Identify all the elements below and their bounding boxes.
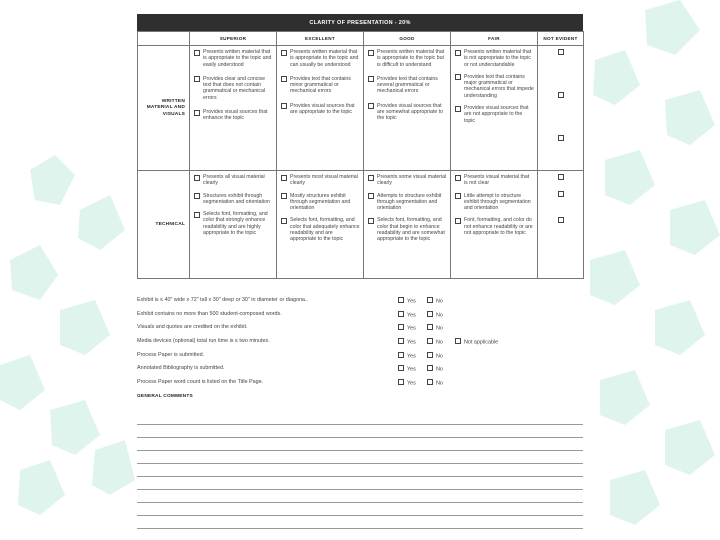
checkbox[interactable] — [281, 193, 287, 199]
yes-checkbox[interactable] — [398, 324, 404, 330]
checkbox[interactable] — [455, 74, 461, 80]
comment-lines[interactable] — [137, 412, 583, 529]
checkbox[interactable] — [194, 175, 200, 181]
checklist-row — [137, 337, 583, 351]
no-checkbox[interactable] — [427, 365, 433, 371]
criterion-item[interactable]: Little attempt to structure exhibit through segmentation and orientation — [455, 193, 534, 212]
general-comments-heading: GENERAL COMMENTS — [137, 394, 193, 399]
criterion-item[interactable]: Provides visual sources that enhance the topic — [194, 109, 273, 122]
checkbox[interactable] — [194, 50, 200, 56]
comment-line[interactable] — [137, 516, 583, 529]
comment-line[interactable] — [137, 438, 583, 451]
yes-option[interactable]: Yes — [398, 379, 416, 388]
checkbox[interactable] — [368, 76, 374, 82]
yes-checkbox[interactable] — [398, 379, 404, 385]
column-header-blank — [138, 32, 190, 46]
background-leaf-pattern-left — [0, 150, 135, 540]
checkbox[interactable] — [558, 217, 564, 223]
checklist-row — [137, 310, 583, 324]
cell-technical-superior — [190, 171, 277, 279]
criterion-item[interactable]: Presents some visual material clearly — [368, 174, 447, 187]
no-checkbox[interactable] — [427, 311, 433, 317]
row-label-written-material: WRITTEN MATERIAL AND VISUALS — [138, 46, 190, 171]
yes-option[interactable]: Yes — [398, 297, 416, 306]
column-header-good: GOOD — [364, 32, 451, 46]
criterion-item[interactable]: Provides text that contains several grammatical or mechanical errors — [368, 76, 447, 95]
checklist-text: Visuals and quotes are credited on the exhibit. — [137, 324, 248, 331]
checkbox[interactable] — [455, 175, 461, 181]
cell-written-superior — [190, 46, 277, 171]
cell-technical-good — [364, 171, 451, 279]
no-option[interactable]: No — [427, 324, 443, 333]
checklist-row — [137, 378, 583, 392]
checkbox[interactable] — [281, 50, 287, 56]
cell-technical-fair — [451, 171, 538, 279]
no-option[interactable]: No — [427, 352, 443, 361]
criterion-item[interactable]: Presents visual material that is not clear — [455, 174, 534, 187]
checkbox[interactable] — [368, 50, 374, 56]
yes-option[interactable]: Yes — [398, 352, 416, 361]
cell-written-good — [364, 46, 451, 171]
criterion-item[interactable]: Provides visual sources that are appropriate to the topic — [281, 103, 360, 116]
criterion-item[interactable]: Presents written material that is appropriate to the topic but is difficult to understand — [368, 49, 447, 68]
no-checkbox[interactable] — [427, 352, 433, 358]
checkbox[interactable] — [368, 218, 374, 224]
checkbox[interactable] — [455, 218, 461, 224]
cell-written-not-evident — [538, 46, 584, 171]
checklist-row — [137, 296, 583, 310]
rubric-row-technical — [138, 171, 584, 279]
comment-line[interactable] — [137, 503, 583, 516]
rubric-row-written-material — [138, 46, 584, 171]
criterion-item[interactable]: Selects font, formatting, and color that begin to enhance readability and are somewhat appropriate to the topic — [368, 217, 447, 242]
no-option[interactable]: No — [427, 379, 443, 388]
criterion-item[interactable]: Provides visual sources that are somewhat appropriate to the topic — [368, 103, 447, 122]
background-leaf-pattern-right — [585, 0, 720, 540]
checklist-row — [137, 323, 583, 337]
criterion-item[interactable]: Provides text that contains minor grammatical or mechanical errors — [281, 76, 360, 95]
checklist-row — [137, 351, 583, 365]
checkbox[interactable] — [368, 103, 374, 109]
column-header-not-evident: NOT EVIDENT — [538, 32, 584, 46]
no-option[interactable]: No — [427, 365, 443, 374]
yes-option[interactable]: Yes — [398, 324, 416, 333]
checkbox[interactable] — [281, 175, 287, 181]
criterion-item[interactable]: Provides clear and concise text that does not contain grammatical or mechanical errors — [194, 76, 273, 101]
cell-technical-not-evident — [538, 171, 584, 279]
cell-technical-excellent — [277, 171, 364, 279]
cell-written-excellent — [277, 46, 364, 171]
yes-checkbox[interactable] — [398, 338, 404, 344]
criterion-item[interactable]: Presents written material that is appropriate to the topic and can usually be understood — [281, 49, 360, 68]
checklist-text: Process Paper word count is listed on the Title Page. — [137, 379, 264, 386]
requirements-checklist — [137, 296, 583, 392]
no-checkbox[interactable] — [427, 324, 433, 330]
checkbox[interactable] — [368, 175, 374, 181]
checklist-row — [137, 364, 583, 378]
comment-line[interactable] — [137, 464, 583, 477]
checkbox[interactable] — [194, 212, 200, 218]
comment-line[interactable] — [137, 451, 583, 464]
no-checkbox[interactable] — [427, 379, 433, 385]
checkbox[interactable] — [558, 135, 564, 141]
comment-line[interactable] — [137, 477, 583, 490]
checkbox[interactable] — [368, 193, 374, 199]
checkbox[interactable] — [455, 50, 461, 56]
no-checkbox[interactable] — [427, 338, 433, 344]
yes-checkbox[interactable] — [398, 352, 404, 358]
criterion-item[interactable]: Attempts to structure exhibit through segmentation and orientation — [368, 193, 447, 212]
yes-option[interactable]: Yes — [398, 338, 416, 347]
column-header-fair: FAIR — [451, 32, 538, 46]
not-applicable-option[interactable]: Not applicable — [455, 338, 498, 347]
yes-option[interactable]: Yes — [398, 311, 416, 320]
rubric-table — [137, 31, 584, 279]
checkbox[interactable] — [281, 76, 287, 82]
no-option[interactable]: No — [427, 338, 443, 347]
rubric-header-row — [138, 32, 584, 46]
checkbox[interactable] — [281, 218, 287, 224]
checklist-text: Process Paper is submitted. — [137, 351, 205, 358]
criterion-item[interactable]: Structures exhibit through segmentation and orientation — [194, 193, 273, 206]
checklist-text: Media devices (optional) total run time is ≤ two minutes. — [137, 338, 270, 345]
section-title-bar — [137, 14, 583, 31]
no-option[interactable]: No — [427, 297, 443, 306]
yes-option[interactable]: Yes — [398, 365, 416, 374]
criterion-item[interactable]: Presents most visual material clearly — [281, 174, 360, 187]
criterion-item[interactable]: Mostly structures exhibit through segmentation and orientation — [281, 193, 360, 212]
criterion-item[interactable]: Selects font, formatting, and color that adequately enhance readability and are appropriate to the topic — [281, 217, 360, 242]
comment-line[interactable] — [137, 490, 583, 503]
column-header-excellent: EXCELLENT — [277, 32, 364, 46]
comment-line[interactable] — [137, 412, 583, 425]
checkbox[interactable] — [455, 193, 461, 199]
criterion-item[interactable]: Provides visual sources that are not appropriate to the topic — [455, 105, 534, 124]
checkbox[interactable] — [194, 110, 200, 116]
evaluation-sheet — [137, 14, 583, 534]
checkbox[interactable] — [281, 103, 287, 109]
not-applicable-checkbox[interactable] — [455, 338, 461, 344]
no-checkbox[interactable] — [427, 297, 433, 303]
no-option[interactable]: No — [427, 311, 443, 320]
checklist-text: Exhibit is ≤ 40" wide x 72" tall x 30" deep or 30" in diameter or diagona.. — [137, 297, 308, 303]
checkbox[interactable] — [194, 193, 200, 199]
checklist-text: Exhibit contains no more than 500 student-composed words. — [137, 310, 282, 317]
checklist-text: Annotated Bibliography is submitted. — [137, 365, 225, 372]
comment-line[interactable] — [137, 425, 583, 438]
checkbox[interactable] — [194, 76, 200, 82]
row-label-technical: TECHNICAL — [138, 171, 190, 279]
yes-checkbox[interactable] — [398, 365, 404, 371]
criterion-item[interactable]: Font, formatting, and color do not enhance readability or are not appropriate to the topic — [455, 217, 534, 236]
criterion-item[interactable]: Presents written material that is not appropriate to the topic or not understandable — [455, 49, 534, 68]
criterion-item[interactable]: Presents all visual material clearly — [194, 174, 273, 187]
criterion-item[interactable]: Selects font, formatting, and color that strongly enhance readability and are highly appropriate to the topic — [194, 211, 273, 236]
section-title: CLARITY OF PRESENTATION - 20% — [309, 19, 411, 26]
cell-written-fair — [451, 46, 538, 171]
checkbox[interactable] — [455, 106, 461, 112]
yes-checkbox[interactable] — [398, 311, 404, 317]
column-header-superior: SUPERIOR — [190, 32, 277, 46]
criterion-item[interactable]: Presents written material that is appropriate to the topic and easily understood — [194, 49, 273, 68]
criterion-item[interactable]: Provides text that contains major grammatical or mechanical errors that impede understanding — [455, 74, 534, 99]
yes-checkbox[interactable] — [398, 297, 404, 303]
